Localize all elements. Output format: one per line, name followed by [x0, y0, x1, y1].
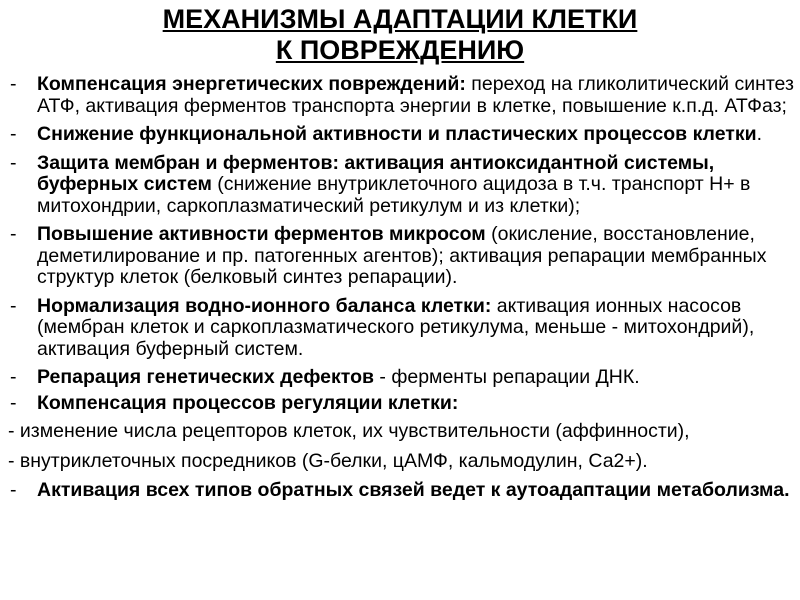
bullet-dash: - [10, 223, 17, 245]
item-heading: Репарация генетических дефектов [37, 366, 374, 388]
title-line-2: К ПОВРЕЖДЕНИЮ [275, 35, 525, 65]
title-line-1: МЕХАНИЗМЫ АДАПТАЦИИ КЛЕТКИ [162, 4, 638, 34]
list-item-last [8, 480, 794, 502]
bullet-dash: - [10, 151, 17, 174]
item-heading: Снижение функциональной активности и пластических процессов клетки [37, 123, 757, 145]
item-text: переход на гликолитический синтез АТФ, активация ферментов транспорта энергии в клетке, повышение к.п.д. АТФаз; [37, 73, 794, 117]
item-heading: Компенсация процессов регуляции клетки: [37, 391, 459, 414]
item-text: активация ионных насосов (мембран клеток и саркоплазматического ретикулума, меньше - митохондрий), активация буферный систем. [37, 294, 755, 360]
item-heading: Нормализация водно-ионного баланса клетки: [37, 294, 492, 317]
item-heading: Активация всех типов обратных связей ведет к аутоадаптации метаболизма. [37, 479, 790, 501]
sub-item-mediators: - внутриклеточных посредников (G-белки, цАМФ, кальмодулин, Са2+). [8, 449, 648, 472]
item-heading: Компенсация энергетических повреждений: [37, 73, 466, 95]
sub-item-receptors: - изменение числа рецепторов клеток, их чувствительности (аффинности), [8, 420, 690, 442]
list-item [8, 153, 794, 218]
bullet-dash: - [10, 479, 17, 501]
list-item [8, 393, 794, 415]
bullet-list [8, 74, 794, 509]
page-title [0, 4, 800, 66]
bullet-dash: - [10, 366, 17, 388]
item-text: (окисление, восстановление, деметилирование и пр. патогенных агентов); активация репарации мембранных структур клеток (белковый синтез репарации). [37, 223, 767, 288]
bullet-dash: - [10, 123, 17, 145]
list-item [8, 124, 794, 146]
list-item [8, 367, 794, 389]
list-item [8, 74, 794, 117]
bullet-dash: - [10, 294, 17, 317]
bullet-dash: - [10, 73, 17, 95]
item-heading: Защита мембран и ферментов: активация антиоксидантной системы, буферных систем [37, 151, 715, 195]
item-text: - ферменты репарации ДНК. [373, 366, 640, 388]
list-item [8, 224, 794, 289]
bullet-dash: - [10, 391, 17, 414]
item-heading: Повышение активности ферментов микросом [37, 223, 486, 245]
list-item [8, 296, 794, 361]
item-text: (снижение внутриклеточного ацидоза в т.ч. транспорт Н+ в митохондрии, саркоплазматический ретикулум и из клетки); [37, 173, 751, 217]
item-text: . [756, 123, 762, 145]
